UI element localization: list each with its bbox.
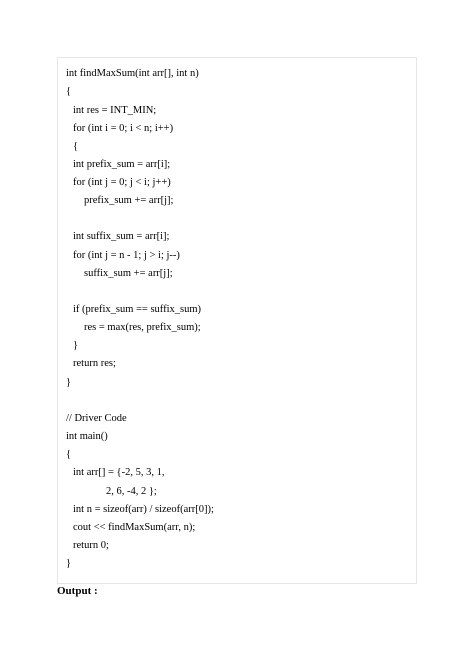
code-line: int main() [66, 431, 108, 442]
code-line: } [73, 340, 79, 351]
code-block [57, 57, 417, 584]
code-line: res = max(res, prefix_sum); [84, 322, 201, 333]
code-line: if (prefix_sum == suffix_sum) [73, 304, 202, 315]
code-line: for (int j = 0; j < i; j++) [73, 177, 171, 188]
code-line: int findMaxSum(int arr[], int n) [66, 68, 199, 79]
code-line: { [66, 86, 72, 97]
code-line: int prefix_sum = arr[i]; [73, 159, 171, 170]
code-line: cout << findMaxSum(arr, n); [73, 522, 196, 533]
output-heading: Output : [57, 585, 98, 597]
code-line: int suffix_sum = arr[i]; [73, 231, 170, 242]
code-line: int arr[] = {-2, 5, 3, 1, [73, 467, 165, 478]
code-line: } [66, 558, 72, 569]
code-line: { [73, 141, 79, 152]
code-line: prefix_sum += arr[j]; [84, 195, 174, 206]
code-line: suffix_sum += arr[j]; [84, 268, 173, 279]
code-line: for (int i = 0; i < n; i++) [73, 123, 174, 134]
code-line: 2, 6, -4, 2 }; [106, 486, 157, 497]
code-line: { [66, 449, 72, 460]
code-line: // Driver Code [66, 413, 127, 424]
code-line: int res = INT_MIN; [73, 105, 157, 116]
code-line: int n = sizeof(arr) / sizeof(arr[0]); [73, 504, 214, 515]
code-line: return res; [73, 358, 116, 369]
code-line: return 0; [73, 540, 109, 551]
code-line: for (int j = n - 1; j > i; j--) [73, 250, 180, 261]
code-line: } [66, 377, 72, 388]
